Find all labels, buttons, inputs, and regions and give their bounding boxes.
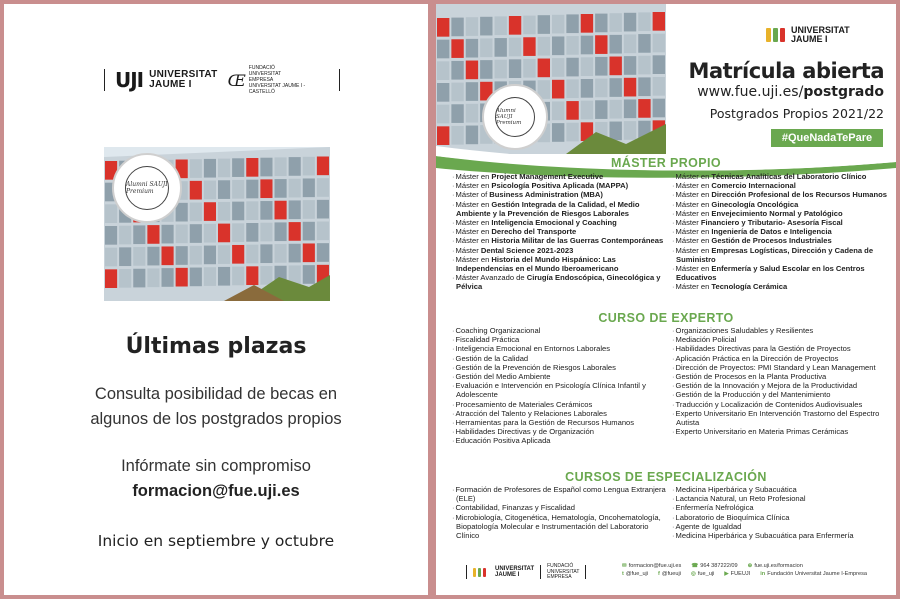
instagram-icon: ◎: [690, 571, 696, 577]
course-item: · Gestión de la Prevención de Riesgos Laborales: [452, 363, 668, 372]
course-item: · Máster en Ingeniería de Datos e Inteligencia: [672, 227, 892, 236]
sauji-seal: Alumni SAUJI Premium: [112, 153, 182, 223]
course-item: · Máster Financiero y Tributario- Asesoría Fiscal: [672, 218, 892, 227]
master-list-right: [672, 172, 892, 292]
course-item: · Medicina Hiperbárica y Subacuática para Enfermería: [672, 531, 892, 540]
course-item: · Máster en Inteligencia Emocional y Coaching: [452, 218, 672, 227]
divider: [540, 565, 541, 579]
sauji-seal: Alumni SAUJI Premium: [482, 84, 548, 150]
right-flyer: [436, 4, 896, 595]
footer-contacts: [622, 562, 892, 578]
section-title-specialization: CURSOS DE ESPECIALIZACIÓN: [565, 470, 767, 484]
course-item: · Máster en Historia Militar de las Guerras Contemporáneas: [452, 236, 672, 245]
phone-icon: ☎: [691, 563, 699, 569]
course-item: · Máster en Comercio Internacional: [672, 181, 892, 190]
course-item: · Procesamiento de Materiales Cerámicos: [452, 400, 668, 409]
uji-color-mark-icon: [473, 568, 488, 577]
course-item: · Fiscalidad Práctica: [452, 335, 668, 344]
hashtag-badge: #QueNadaTePare: [771, 129, 883, 147]
course-item: · Contabilidad, Finanzas y Fiscalidad: [452, 503, 668, 512]
course-item: · Herramientas para la Gestión de Recursos Humanos: [452, 418, 668, 427]
course-item: · Máster en Gestión de Procesos Industriales: [672, 236, 892, 245]
course-item: · Experto Universitario en Materia Primas Cerámicas: [672, 427, 892, 436]
facebook-icon: f: [658, 571, 660, 577]
course-item: · Máster en Técnicas Analíticas del Laboratorio Clínico: [672, 172, 892, 181]
footer-linkedin[interactable]: in Fundación Universitat Jaume I-Empresa: [760, 571, 868, 577]
twitter-icon: t: [622, 571, 624, 577]
course-item: · Máster en Gestión Integrada de la Calidad, el Medio Ambiente y la Prevención de Riesgos Laborales: [452, 200, 672, 218]
website-link[interactable]: www.fue.uji.es/postgrado: [697, 84, 884, 100]
course-item: · Máster Dental Science 2021-2023: [452, 246, 672, 255]
footer-web[interactable]: ⊕ fue.uji.es/formacion: [747, 563, 803, 569]
email-link[interactable]: formacion@fue.uji.es: [132, 482, 300, 500]
specialization-list-left: [452, 485, 668, 540]
course-item: · Máster en Empresas Logísticas, Dirección y Cadena de Suministro: [672, 246, 892, 264]
course-item: · Dirección de Proyectos: PMI Standard y Lean Management: [672, 363, 892, 372]
course-item: · Máster en Project Management Executive: [452, 172, 672, 181]
course-item: · Máster en Dirección Profesional de los Recursos Humanos: [672, 190, 892, 199]
uji-logo-name: UNIVERSITAT JAUME I: [149, 69, 218, 90]
footer-youtube[interactable]: ▶ FUEUJI: [724, 571, 751, 577]
course-item: · Máster en Derecho del Transporte: [452, 227, 672, 236]
divider: [104, 69, 105, 91]
course-item: · Máster of Business Administration (MBA): [452, 190, 672, 199]
course-item: · Máster en Envejecimiento Normal y Patológico: [672, 209, 892, 218]
course-item: · Agente de Igualdad: [672, 522, 892, 531]
course-item: · Laboratorio de Bioquímica Clínica: [672, 513, 892, 522]
course-item: · Coaching Organizacional: [452, 326, 668, 335]
specialization-list-right: [672, 485, 892, 540]
course-item: · Educación Positiva Aplicada: [452, 436, 668, 445]
course-item: · Gestión de Procesos en la Planta Productiva: [672, 372, 892, 381]
building-photo: [104, 147, 330, 301]
course-item: · Inteligencia Emocional en Entornos Laborales: [452, 344, 668, 353]
footer-email[interactable]: ✉ formacion@fue.uji.es: [622, 563, 682, 569]
course-item: · Gestión de la Producción y del Mantenimiento: [672, 390, 892, 399]
scholarship-text: Consulta posibilidad de becas en algunos de los postgrados propios: [90, 385, 342, 428]
building-illustration: [436, 4, 666, 154]
course-item: · Habilidades Directivas y de Organización: [452, 427, 668, 436]
headline: Últimas plazas: [125, 334, 307, 359]
footer-facebook[interactable]: f @fueuji: [658, 571, 681, 577]
fue-logo: Œ FUNDACIÓ UNIVERSITAT EMPRESA UNIVERSITAT JAUME I - CASTELLÓ: [227, 65, 306, 95]
footer-uji-logo: UNIVERSITAT JAUME I: [473, 566, 534, 578]
building-photo-right: [436, 4, 666, 154]
fue-mark-icon: Œ: [227, 70, 246, 90]
expert-list-right: [672, 326, 892, 436]
footer: [436, 560, 896, 590]
course-item: · Evaluación e Intervención en Psicología Clínica Infantil y Adolescente: [452, 381, 668, 399]
course-item: · Máster en Enfermería y Salud Escolar en los Centros Educativos: [672, 264, 892, 282]
uji-logo-color: UNIVERSITAT JAUME I: [766, 26, 850, 44]
course-item: · Microbiología, Citogenética, Hematología, Oncohematología, Biopatología Molecular e Instrumentación del Laboratorio Clínico: [452, 513, 668, 541]
uji-color-mark-icon: [766, 28, 787, 42]
footer-logos: [466, 564, 586, 581]
logo-bar: [104, 66, 340, 94]
divider: [466, 565, 467, 579]
left-flyer: [4, 4, 428, 595]
globe-icon: ⊕: [747, 563, 753, 569]
course-item: · Máster en Ginecología Oncológica: [672, 200, 892, 209]
start-date-text: Inicio en septiembre y octubre: [97, 532, 335, 550]
course-item: · Máster Avanzado de Cirugía Endoscópica, Ginecológica y Pélvica: [452, 273, 672, 291]
course-item: · Lactancia Natural, un Reto Profesional: [672, 494, 892, 503]
mail-icon: ✉: [622, 563, 627, 569]
course-item: · Gestión de la Innovación y Mejora de la Productividad: [672, 381, 892, 390]
footer-phone[interactable]: ☎ 964 387222/09: [691, 563, 738, 569]
inform-text: Infórmate sin compromiso: [121, 457, 311, 475]
section-title-master: MÁSTER PROPIO: [610, 156, 722, 170]
section-title-expert: CURSO DE EXPERTO: [598, 311, 734, 325]
course-item: · Habilidades Directivas para la Gestión de Proyectos: [672, 344, 892, 353]
course-item: · Medicina Hiperbárica y Subacuática: [672, 485, 892, 494]
page-title: Matrícula abierta: [688, 59, 884, 83]
course-item: · Aplicación Práctica en la Dirección de Proyectos: [672, 354, 892, 363]
subtitle: Postgrados Propios 2021/22: [709, 106, 884, 121]
course-item: · Experto Universitario En Intervención Trastorno del Espectro Autista: [672, 409, 892, 427]
course-item: · Máster en Tecnología Cerámica: [672, 282, 892, 291]
footer-twitter[interactable]: t @fue_uji: [622, 571, 649, 577]
course-item: · Gestión de la Calidad: [452, 354, 668, 363]
course-item: · Enfermería Nefrológica: [672, 503, 892, 512]
divider: [339, 69, 340, 91]
uji-logo: [115, 68, 143, 92]
course-item: · Mediación Policial: [672, 335, 892, 344]
course-item: · Traducción y Localización de Contenidos Audiovisuales: [672, 400, 892, 409]
course-item: · Máster en Historia del Mundo Hispánico: Las Independencias en el Mundo Iberoamericano: [452, 255, 672, 273]
youtube-icon: ▶: [724, 571, 729, 577]
uji-logo-letters: UJI: [114, 68, 144, 92]
expert-list-left: [452, 326, 668, 446]
course-item: · Gestión del Medio Ambiente: [452, 372, 668, 381]
course-item: · Atracción del Talento y Relaciones Laborales: [452, 409, 668, 418]
course-item: · Máster en Psicología Positiva Aplicada (MAPPA): [452, 181, 672, 190]
divider: [585, 565, 586, 579]
footer-fue-logo: FUNDACIÓ UNIVERSITAT EMPRESA: [547, 563, 580, 580]
linkedin-icon: in: [760, 571, 766, 577]
footer-instagram[interactable]: ◎ fue_uji: [690, 571, 715, 577]
course-item: · Formación de Profesores de Español como Lengua Extranjera (ELE): [452, 485, 668, 503]
master-list-left: [452, 172, 672, 292]
course-item: · Organizaciones Saludables y Resilientes: [672, 326, 892, 335]
